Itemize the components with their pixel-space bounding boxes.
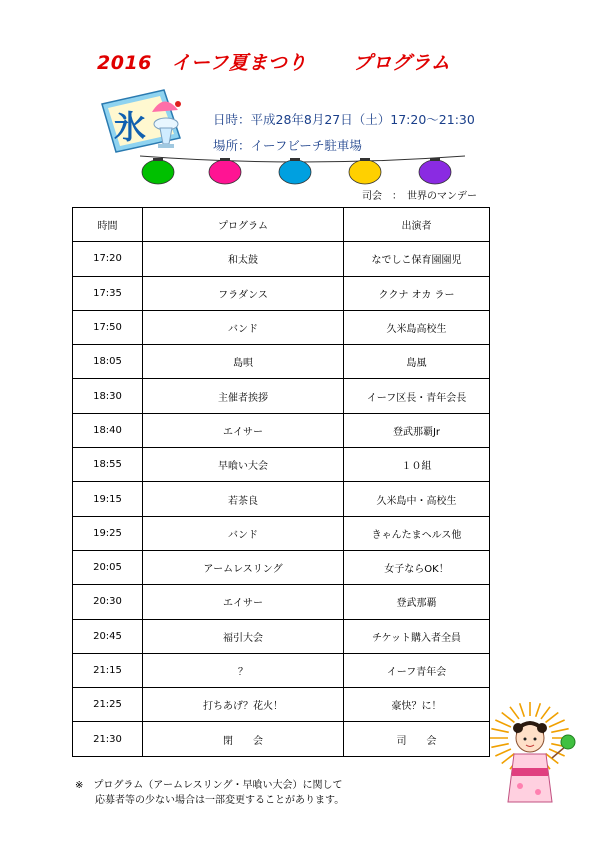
cell-performer: 女子ならOK！ (344, 550, 490, 584)
cell-time: 18:40 (73, 413, 143, 447)
cell-program: 主催者挨拶 (143, 379, 344, 413)
lantern (419, 160, 451, 184)
table-row (73, 585, 490, 619)
cell-performer: きゃんたまヘルス他 (344, 516, 490, 550)
firework-ray (541, 707, 550, 719)
lantern (349, 160, 381, 184)
cell-performer: １０組 (344, 448, 490, 482)
kakigori-sign-text: 氷 (114, 108, 147, 146)
cell-performer: 登武那覇 (344, 585, 490, 619)
cell-performer: 登武那覇Jr (344, 413, 490, 447)
cell-time: 21:30 (73, 722, 143, 756)
cell-performer: 豪快？に！ (344, 688, 490, 722)
cell-program: 福引大会 (143, 619, 344, 653)
firework-ray (495, 720, 511, 727)
table-row (73, 482, 490, 516)
table-row (73, 619, 490, 653)
header-performer: 出演者 (344, 208, 490, 242)
table-row (73, 688, 490, 722)
cell-time: 18:30 (73, 379, 143, 413)
lantern (209, 160, 241, 184)
cell-time: 19:15 (73, 482, 143, 516)
cell-performer: 久米島中・高校生 (344, 482, 490, 516)
firework-ray (491, 744, 508, 748)
cell-program: 島唄 (143, 345, 344, 379)
cell-program: エイサー (143, 413, 344, 447)
event-date: 日時：平成28年8月27日（土）17:20～21:30 (213, 112, 475, 127)
table-row (73, 413, 490, 447)
table-row (73, 379, 490, 413)
cell-performer: イーフ区長・青年会長 (344, 379, 490, 413)
cell-time: 20:30 (73, 585, 143, 619)
firework-ray (549, 720, 565, 727)
cell-performer: イーフ青年会 (344, 653, 490, 687)
footer-note (75, 778, 344, 808)
cell-time: 17:20 (73, 242, 143, 276)
cell-program: 閉 会 (143, 722, 344, 756)
cell-program: アームレスリング (143, 550, 344, 584)
cell-program: 打ちあげ？花火！ (143, 688, 344, 722)
program-table (72, 207, 490, 757)
cell-program: バンド (143, 310, 344, 344)
firework-ray (502, 713, 515, 723)
cell-program: 若茶良 (143, 482, 344, 516)
footer-note-line1: ※ プログラム（アームレスリング・早喰い大会）に関して (75, 780, 343, 791)
kakigori-illustration (94, 84, 190, 160)
firework-ray (520, 703, 525, 717)
table-header-row (73, 208, 490, 242)
table-row (73, 242, 490, 276)
cell-time: 19:25 (73, 516, 143, 550)
lantern-garland (140, 152, 465, 190)
table-row (73, 310, 490, 344)
cell-program: ？ (143, 653, 344, 687)
page-title: 2016 イーフ夏まつり プログラム (97, 52, 451, 74)
cell-time: 17:35 (73, 276, 143, 310)
table-row (73, 345, 490, 379)
cell-time: 18:55 (73, 448, 143, 482)
cell-program: 和太鼓 (143, 242, 344, 276)
lantern (279, 160, 311, 184)
cell-performer: なでしこ保育園園児 (344, 242, 490, 276)
firework-ray (495, 749, 511, 756)
cell-performer: 司 会 (344, 722, 490, 756)
firework-ray (491, 729, 508, 733)
cell-time: 20:45 (73, 619, 143, 653)
cell-performer: ククナ オカ ラー (344, 276, 490, 310)
firework-ray (510, 707, 519, 719)
cell-time: 20:05 (73, 550, 143, 584)
cell-time: 21:25 (73, 688, 143, 722)
table-row (73, 722, 490, 756)
lantern-cap (290, 158, 300, 161)
cell-time: 18:05 (73, 345, 143, 379)
lantern-cap (430, 158, 440, 161)
lantern-cap (153, 158, 163, 161)
cell-program: エイサー (143, 585, 344, 619)
firework-ray (536, 703, 541, 717)
table-row (73, 516, 490, 550)
lantern (142, 160, 174, 184)
cell-time: 21:15 (73, 653, 143, 687)
fireworks-girl-illustration (472, 698, 590, 808)
header-time: 時間 (73, 208, 143, 242)
footer-note-line2: 応募者等の少ない場合は一部変更することがあります。 (75, 795, 345, 806)
cell-program: バンド (143, 516, 344, 550)
cell-performer: 久米島高校生 (344, 310, 490, 344)
table-row (73, 276, 490, 310)
event-place: 場所：イーフビーチ駐車場 (213, 138, 362, 153)
cell-performer: 島風 (344, 345, 490, 379)
table-row (73, 448, 490, 482)
firework-ray (551, 729, 568, 733)
table-row (73, 653, 490, 687)
cell-performer: チケット購入者全員 (344, 619, 490, 653)
lantern-cap (220, 158, 230, 161)
table-row (73, 550, 490, 584)
header-program: プログラム (143, 208, 344, 242)
cell-program: 早喰い大会 (143, 448, 344, 482)
cell-time: 17:50 (73, 310, 143, 344)
lantern-cap (360, 158, 370, 161)
cell-program: フラダンス (143, 276, 344, 310)
mc-text: 司会 ： 世界のマンデー (362, 191, 477, 202)
firework-ray (546, 713, 559, 723)
